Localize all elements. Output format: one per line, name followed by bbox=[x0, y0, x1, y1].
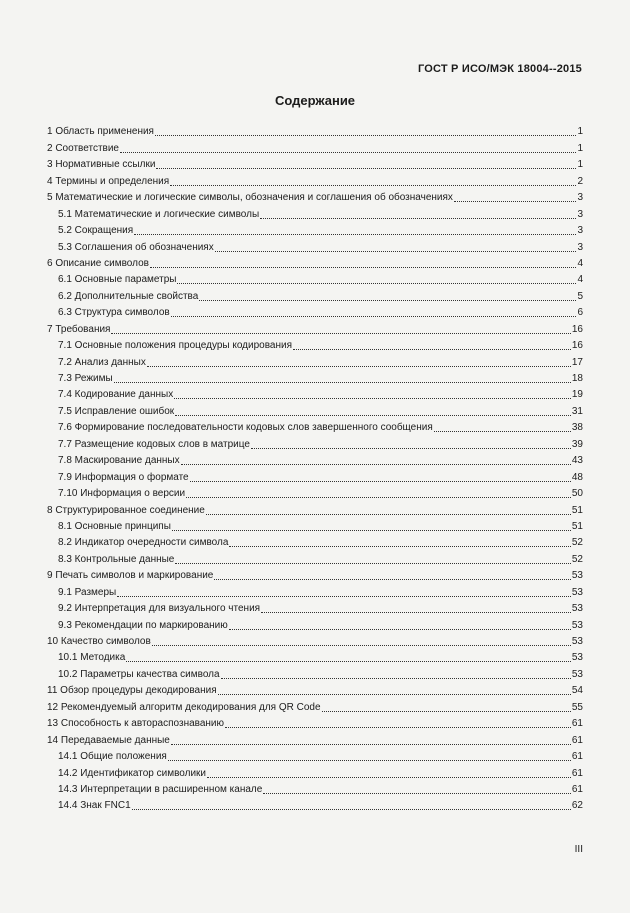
toc-entry-title: 7.3 Режимы bbox=[58, 373, 113, 384]
toc-entry-title: 8 Структурированное соединение bbox=[47, 504, 205, 516]
toc-entry[interactable] bbox=[47, 352, 583, 368]
toc-entry[interactable] bbox=[47, 533, 583, 549]
toc-entry[interactable] bbox=[47, 796, 583, 812]
dot-leader bbox=[214, 579, 571, 580]
toc-entry-page: 3 bbox=[577, 192, 583, 204]
toc-entry-page: 18 bbox=[571, 373, 583, 384]
toc-entry[interactable] bbox=[47, 303, 583, 319]
toc-entry-title: 5.1 Математические и логические символы bbox=[58, 208, 260, 220]
dot-leader bbox=[229, 546, 570, 547]
dot-leader bbox=[175, 563, 571, 564]
dot-leader bbox=[263, 793, 571, 794]
toc-entry[interactable] bbox=[47, 204, 583, 220]
toc-entry-title: 7.9 Информация о формате bbox=[58, 471, 189, 483]
toc-entry-title: 5 Математические и логические символы, обозначения и соглашения об обозначениях bbox=[47, 192, 453, 204]
toc-entry[interactable] bbox=[47, 566, 583, 582]
dot-leader bbox=[171, 744, 571, 745]
toc-entry-page: 2 bbox=[577, 175, 583, 187]
toc-entry-page: 53 bbox=[571, 652, 583, 664]
toc-entry-page: 39 bbox=[571, 438, 583, 450]
toc-entry[interactable] bbox=[47, 484, 583, 500]
toc-entry[interactable] bbox=[47, 632, 583, 648]
page-title: Содержание bbox=[274, 93, 356, 108]
toc-entry-title: 8.2 Индикатор очередности символа bbox=[58, 537, 229, 549]
toc-entry[interactable] bbox=[47, 714, 583, 730]
toc-entry-page: 3 bbox=[577, 208, 583, 220]
table-of-contents bbox=[47, 122, 583, 812]
dot-leader bbox=[134, 234, 576, 235]
toc-entry[interactable] bbox=[47, 270, 583, 286]
toc-entry-page: 16 bbox=[571, 323, 583, 335]
toc-entry-title: 6.1 Основные параметры bbox=[58, 274, 177, 286]
toc-entry[interactable] bbox=[47, 434, 583, 450]
standard-header: ГОСТ Р ИСО/МЭК 18004--2015 bbox=[417, 63, 582, 75]
toc-entry-page: 53 bbox=[571, 619, 583, 631]
dot-leader bbox=[293, 349, 571, 350]
toc-entry[interactable] bbox=[47, 549, 583, 565]
toc-entry[interactable] bbox=[47, 336, 583, 352]
dot-leader bbox=[181, 464, 571, 465]
toc-entry-title: 7.4 Кодирование данных bbox=[58, 389, 174, 401]
toc-entry-page: 61 bbox=[571, 783, 583, 795]
toc-entry-title: 12 Рекомендуемый алгоритм декодирования для QR Code bbox=[47, 701, 321, 713]
toc-entry-page: 61 bbox=[571, 718, 583, 730]
toc-entry-title: 14.2 Идентификатор символики bbox=[58, 767, 207, 779]
toc-entry-page: 53 bbox=[571, 636, 583, 647]
toc-entry-page: 43 bbox=[571, 455, 583, 467]
toc-entry-page: 38 bbox=[571, 422, 583, 434]
toc-entry-page: 53 bbox=[571, 668, 583, 680]
dot-leader bbox=[206, 514, 571, 515]
toc-entry[interactable] bbox=[47, 697, 583, 713]
toc-entry-title: 14 Передаваемые данные bbox=[47, 734, 170, 746]
toc-entry-title: 5.3 Соглашения об обозначениях bbox=[58, 241, 214, 253]
dot-leader bbox=[186, 497, 571, 498]
toc-entry-title: 6 Описание символов bbox=[47, 257, 149, 269]
dot-leader bbox=[190, 481, 571, 482]
toc-entry-title: 1 Область применения bbox=[47, 126, 154, 138]
toc-entry-title: 9.3 Рекомендации по маркированию bbox=[58, 619, 228, 631]
dot-leader bbox=[174, 398, 571, 399]
toc-entry-title: 6.3 Структура символов bbox=[58, 307, 170, 319]
toc-entry-page: 19 bbox=[571, 389, 583, 401]
toc-entry-page: 51 bbox=[571, 520, 583, 532]
toc-entry-title: 7.2 Анализ данных bbox=[58, 356, 146, 368]
dot-leader bbox=[207, 777, 571, 778]
toc-entry[interactable] bbox=[47, 747, 583, 763]
dot-leader bbox=[114, 382, 571, 383]
toc-entry-page: 61 bbox=[571, 734, 583, 746]
toc-entry[interactable] bbox=[47, 780, 583, 796]
dot-leader bbox=[170, 185, 576, 186]
dot-leader bbox=[172, 530, 571, 531]
toc-entry-title: 4 Термины и определения bbox=[47, 175, 170, 187]
dot-leader bbox=[260, 218, 576, 219]
toc-entry-page: 1 bbox=[577, 159, 583, 171]
toc-entry-title: 14.4 Знак FNC1 bbox=[58, 800, 131, 812]
dot-leader bbox=[150, 267, 576, 268]
toc-entry[interactable] bbox=[47, 385, 583, 401]
toc-entry[interactable] bbox=[47, 517, 583, 533]
toc-entry-page: 16 bbox=[571, 340, 583, 352]
dot-leader bbox=[225, 727, 571, 728]
toc-entry-page: 61 bbox=[571, 767, 583, 779]
toc-entry-title: 7.1 Основные положения процедуры кодирования bbox=[58, 340, 293, 352]
dot-leader bbox=[111, 333, 570, 334]
toc-entry-title: 9.2 Интерпретация для визуального чтения bbox=[58, 603, 261, 615]
dot-leader bbox=[221, 678, 571, 679]
toc-entry[interactable] bbox=[47, 237, 583, 253]
toc-entry-page: 4 bbox=[577, 257, 583, 269]
toc-entry-title: 11 Обзор процедуры декодирования bbox=[47, 685, 217, 697]
toc-entry-page: 52 bbox=[571, 537, 583, 549]
toc-entry-title: 13 Способность к автораспознаванию bbox=[47, 718, 225, 730]
toc-entry[interactable] bbox=[47, 221, 583, 237]
toc-entry-page: 3 bbox=[577, 241, 583, 253]
dot-leader bbox=[132, 809, 571, 810]
toc-entry-page: 54 bbox=[571, 685, 583, 697]
toc-entry-title: 7 Требования bbox=[47, 323, 111, 335]
toc-entry-title: 10 Качество символов bbox=[47, 636, 151, 647]
toc-entry-title: 5.2 Сокращения bbox=[58, 225, 134, 237]
toc-entry-title: 2 Соответствие bbox=[47, 142, 119, 154]
toc-entry-title: 10.1 Методика bbox=[58, 652, 126, 664]
toc-entry-page: 53 bbox=[571, 603, 583, 615]
toc-entry-title: 10.2 Параметры качества символа bbox=[58, 668, 220, 680]
toc-entry-title: 8.1 Основные принципы bbox=[58, 520, 171, 532]
toc-entry[interactable] bbox=[47, 648, 583, 664]
toc-entry-page: 61 bbox=[571, 751, 583, 763]
dot-leader bbox=[147, 366, 571, 367]
toc-entry-title: 7.6 Формирование последовательности кодовых слов завершенного сообщения bbox=[58, 422, 433, 434]
toc-entry[interactable] bbox=[47, 582, 583, 598]
toc-entry[interactable] bbox=[47, 122, 583, 138]
toc-entry-page: 53 bbox=[571, 586, 583, 598]
toc-entry-title: 9.1 Размеры bbox=[58, 586, 117, 598]
toc-entry-page: 1 bbox=[577, 126, 583, 138]
dot-leader bbox=[251, 448, 571, 449]
toc-entry-title: 6.2 Дополнительные свойства bbox=[58, 290, 199, 302]
toc-entry-page: 31 bbox=[571, 405, 583, 417]
toc-entry[interactable] bbox=[47, 664, 583, 680]
toc-entry[interactable] bbox=[47, 286, 583, 302]
toc-entry-page: 48 bbox=[571, 471, 583, 483]
toc-entry-title: 8.3 Контрольные данные bbox=[58, 553, 175, 565]
toc-entry[interactable] bbox=[47, 681, 583, 697]
dot-leader bbox=[215, 251, 576, 252]
toc-entry[interactable] bbox=[47, 254, 583, 270]
toc-entry-page: 62 bbox=[571, 800, 583, 812]
toc-entry[interactable] bbox=[47, 401, 583, 417]
toc-entry[interactable] bbox=[47, 451, 583, 467]
toc-entry-page: 17 bbox=[571, 356, 583, 368]
dot-leader bbox=[322, 711, 571, 712]
toc-entry[interactable] bbox=[47, 763, 583, 779]
toc-entry-page: 52 bbox=[571, 553, 583, 565]
dot-leader bbox=[218, 694, 571, 695]
toc-entry[interactable] bbox=[47, 730, 583, 746]
dot-leader bbox=[434, 431, 571, 432]
dot-leader bbox=[156, 168, 576, 169]
dot-leader bbox=[229, 629, 571, 630]
toc-entry-title: 7.5 Исправление ошибок bbox=[58, 405, 175, 417]
toc-entry-title: 14.3 Интерпретации в расширенном канале bbox=[58, 783, 263, 795]
dot-leader bbox=[261, 612, 571, 613]
dot-leader bbox=[152, 645, 571, 646]
toc-entry-page: 5 bbox=[577, 290, 583, 302]
toc-entry-title: 7.7 Размещение кодовых слов в матрице bbox=[58, 438, 250, 450]
toc-entry-page: 55 bbox=[571, 701, 583, 713]
toc-entry-title: 7.10 Информация о версии bbox=[58, 488, 186, 500]
dot-leader bbox=[199, 300, 576, 301]
toc-entry[interactable] bbox=[47, 467, 583, 483]
toc-entry[interactable] bbox=[47, 188, 583, 204]
dot-leader bbox=[454, 201, 576, 202]
toc-entry[interactable] bbox=[47, 138, 583, 154]
toc-entry-title: 14.1 Общие положения bbox=[58, 751, 167, 763]
dot-leader bbox=[155, 135, 576, 136]
dot-leader bbox=[126, 661, 571, 662]
toc-entry[interactable] bbox=[47, 500, 583, 516]
toc-entry-page: 50 bbox=[571, 488, 583, 500]
toc-entry-page: 6 bbox=[577, 307, 583, 319]
toc-entry-page: 3 bbox=[577, 225, 583, 237]
dot-leader bbox=[171, 316, 576, 317]
dot-leader bbox=[117, 596, 571, 597]
toc-entry[interactable] bbox=[47, 319, 583, 335]
toc-entry-title: 7.8 Маскирование данных bbox=[58, 455, 180, 467]
toc-entry-page: 51 bbox=[571, 504, 583, 516]
toc-entry-page: 1 bbox=[577, 142, 583, 154]
toc-entry[interactable] bbox=[47, 418, 583, 434]
toc-entry[interactable] bbox=[47, 615, 583, 631]
page-number: III bbox=[574, 844, 583, 855]
dot-leader bbox=[175, 415, 571, 416]
toc-entry-page: 53 bbox=[571, 570, 583, 582]
toc-entry[interactable] bbox=[47, 369, 583, 385]
toc-entry[interactable] bbox=[47, 171, 583, 187]
dot-leader bbox=[120, 152, 576, 153]
toc-entry[interactable] bbox=[47, 599, 583, 615]
toc-entry[interactable] bbox=[47, 155, 583, 171]
dot-leader bbox=[168, 760, 571, 761]
toc-entry-page: 4 bbox=[577, 274, 583, 286]
toc-entry-title: 9 Печать символов и маркирование bbox=[47, 570, 214, 582]
toc-entry-title: 3 Нормативные ссылки bbox=[47, 159, 156, 171]
dot-leader bbox=[177, 283, 576, 284]
